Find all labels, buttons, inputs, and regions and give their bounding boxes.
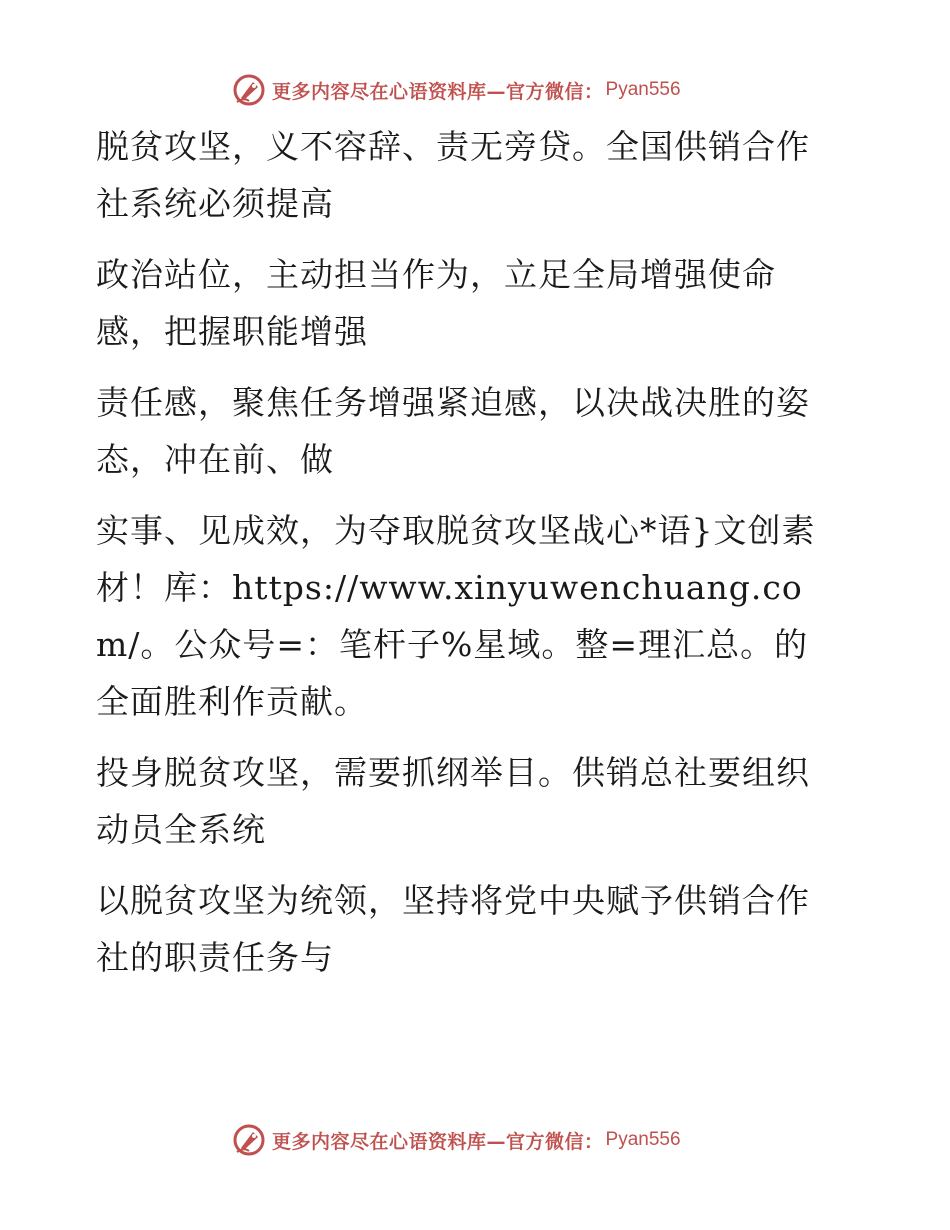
header-wechat-id: Pyan556 — [605, 79, 681, 100]
paragraph-2: 政治站位，主动担当作为，立足全局增强使命感，把握职能增强 — [96, 255, 776, 351]
footer-banner — [232, 1122, 752, 1158]
footer-wechat-id: Pyan556 — [605, 1129, 681, 1150]
pen-nib-logo-icon — [232, 1123, 266, 1157]
header-banner — [232, 72, 752, 108]
paragraph-3: 责任感，聚焦任务增强紧迫感，以决战决胜的姿态，冲在前、做 — [96, 383, 810, 479]
paragraph-4: 实事、见成效，为夺取脱贫攻坚战心*语}文创素材！库：https://www.xinyuwenchuang.com/。公众号=：笔杆子%星域。整=理汇总。的全面胜利作贡献。 — [96, 511, 816, 721]
footer-banner-text: 更多内容尽在心语资料库—官方微信： — [272, 1130, 604, 1153]
header-banner-text: 更多内容尽在心语资料库—官方微信： — [272, 80, 604, 103]
paragraph-1: 脱贫攻坚，义不容辞、责无旁贷。全国供销合作社系统必须提高 — [96, 127, 810, 223]
document-body — [96, 118, 836, 1000]
pen-nib-logo-icon — [232, 73, 266, 107]
paragraph-5: 投身脱贫攻坚，需要抓纲举目。供销总社要组织动员全系统 — [96, 753, 810, 849]
paragraph-6: 以脱贫攻坚为统领，坚持将党中央赋予供销合作社的职责任务与 — [96, 881, 810, 977]
